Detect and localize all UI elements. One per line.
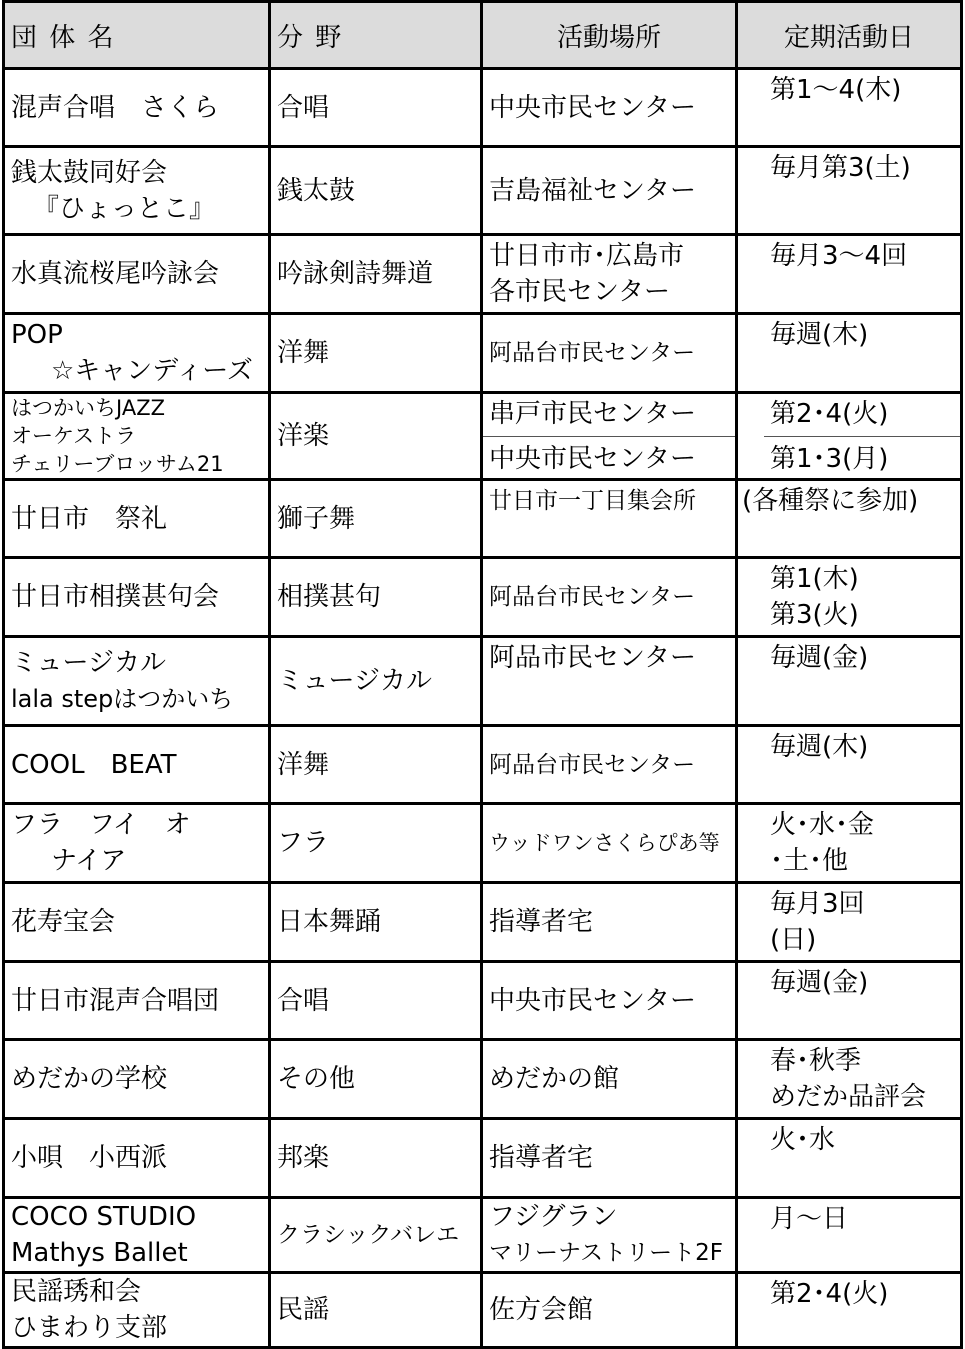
table-row (4, 558, 962, 637)
table-row (4, 1273, 962, 1348)
days: 毎週(木) (737, 726, 962, 804)
days: 第1(木) 第3(火) (737, 558, 962, 637)
table-row (4, 637, 962, 726)
sub-row-divider (764, 436, 960, 437)
group-name: ミュージカル lala stepはつかいち (4, 637, 270, 726)
place: ウッドワンさくらぴあ等 (482, 804, 737, 883)
table-row (4, 480, 962, 558)
place: 廿日市一丁目集会所 (482, 480, 737, 558)
group-name: 廿日市 祭礼 (4, 480, 270, 558)
days: 第2･4(火) 第1･3(月) (737, 393, 962, 480)
place: 阿品市民センター (482, 637, 737, 726)
place: 指導者宅 (482, 883, 737, 962)
days: 毎月3～4回 (737, 235, 962, 314)
table-row (4, 1198, 962, 1273)
header-group-name: 団 体 名 (4, 2, 270, 69)
field: 邦楽 (270, 1119, 482, 1198)
days: 毎週(木) (737, 314, 962, 393)
field: 日本舞踊 (270, 883, 482, 962)
field: 銭太鼓 (270, 147, 482, 235)
field: ミュージカル (270, 637, 482, 726)
table-row (4, 314, 962, 393)
group-name: 民謡琇和会 ひまわり支部 (4, 1273, 270, 1348)
table-row (4, 1040, 962, 1119)
header-field: 分 野 (270, 2, 482, 69)
group-name: COOL BEAT (4, 726, 270, 804)
place: めだかの館 (482, 1040, 737, 1119)
field: 洋楽 (270, 393, 482, 480)
group-name: めだかの学校 (4, 1040, 270, 1119)
place: 阿品台市民センター (482, 314, 737, 393)
field: クラシックバレエ (270, 1198, 482, 1273)
days: 第1～4(木) (737, 69, 962, 147)
header-days: 定期活動日 (737, 2, 962, 69)
days: 火･水 (737, 1119, 962, 1198)
field: その他 (270, 1040, 482, 1119)
table-row (4, 1119, 962, 1198)
group-name: COCO STUDIO Mathys Ballet (4, 1198, 270, 1273)
field: 吟詠剣詩舞道 (270, 235, 482, 314)
place: 中央市民センター (482, 962, 737, 1040)
days: 第2･4(火) (737, 1273, 962, 1348)
group-name: 水真流桜尾吟詠会 (4, 235, 270, 314)
header-row (4, 2, 962, 69)
place: フジグラン マリーナストリート2F (482, 1198, 737, 1273)
days: 毎月3回 (日) (737, 883, 962, 962)
place: 指導者宅 (482, 1119, 737, 1198)
table-row (4, 393, 962, 480)
groups-table (2, 0, 963, 1349)
group-name: 廿日市相撲甚句会 (4, 558, 270, 637)
group-name: 銭太鼓同好会 『ひょっとこ』 (4, 147, 270, 235)
table-row (4, 962, 962, 1040)
days: 毎週(金) (737, 962, 962, 1040)
group-name: 廿日市混声合唱団 (4, 962, 270, 1040)
table-row (4, 726, 962, 804)
place: 吉島福祉センター (482, 147, 737, 235)
table-row (4, 69, 962, 147)
place: 廿日市市･広島市 各市民センター (482, 235, 737, 314)
header-place: 活動場所 (482, 2, 737, 69)
field: 相撲甚句 (270, 558, 482, 637)
days: 春･秋季 めだか品評会 (737, 1040, 962, 1119)
table-row (4, 883, 962, 962)
place: 中央市民センター (482, 69, 737, 147)
days: 火･水･金 ･土･他 (737, 804, 962, 883)
table-row (4, 804, 962, 883)
days: 月～日 (737, 1198, 962, 1273)
days: (各種祭に参加) (737, 480, 962, 558)
place: 佐方会館 (482, 1273, 737, 1348)
place: 阿品台市民センター (482, 558, 737, 637)
field: 民謡 (270, 1273, 482, 1348)
field: 獅子舞 (270, 480, 482, 558)
place: 串戸市民センター 中央市民センター (482, 393, 737, 480)
field: 洋舞 (270, 314, 482, 393)
table-row (4, 235, 962, 314)
group-name: はつかいちJAZZ オーケストラ チェリーブロッサム21 (4, 393, 270, 480)
group-name: 花寿宝会 (4, 883, 270, 962)
days: 毎週(金) (737, 637, 962, 726)
place: 阿品台市民センター (482, 726, 737, 804)
sub-row-divider (483, 436, 735, 437)
field: 合唱 (270, 962, 482, 1040)
field: 洋舞 (270, 726, 482, 804)
field: フラ (270, 804, 482, 883)
table-row (4, 147, 962, 235)
group-name: 小唄 小西派 (4, 1119, 270, 1198)
days: 毎月第3(土) (737, 147, 962, 235)
group-name: 混声合唱 さくら (4, 69, 270, 147)
group-name: フラ フイ オ ナイア (4, 804, 270, 883)
group-name: POP ☆キャンディーズ (4, 314, 270, 393)
field: 合唱 (270, 69, 482, 147)
